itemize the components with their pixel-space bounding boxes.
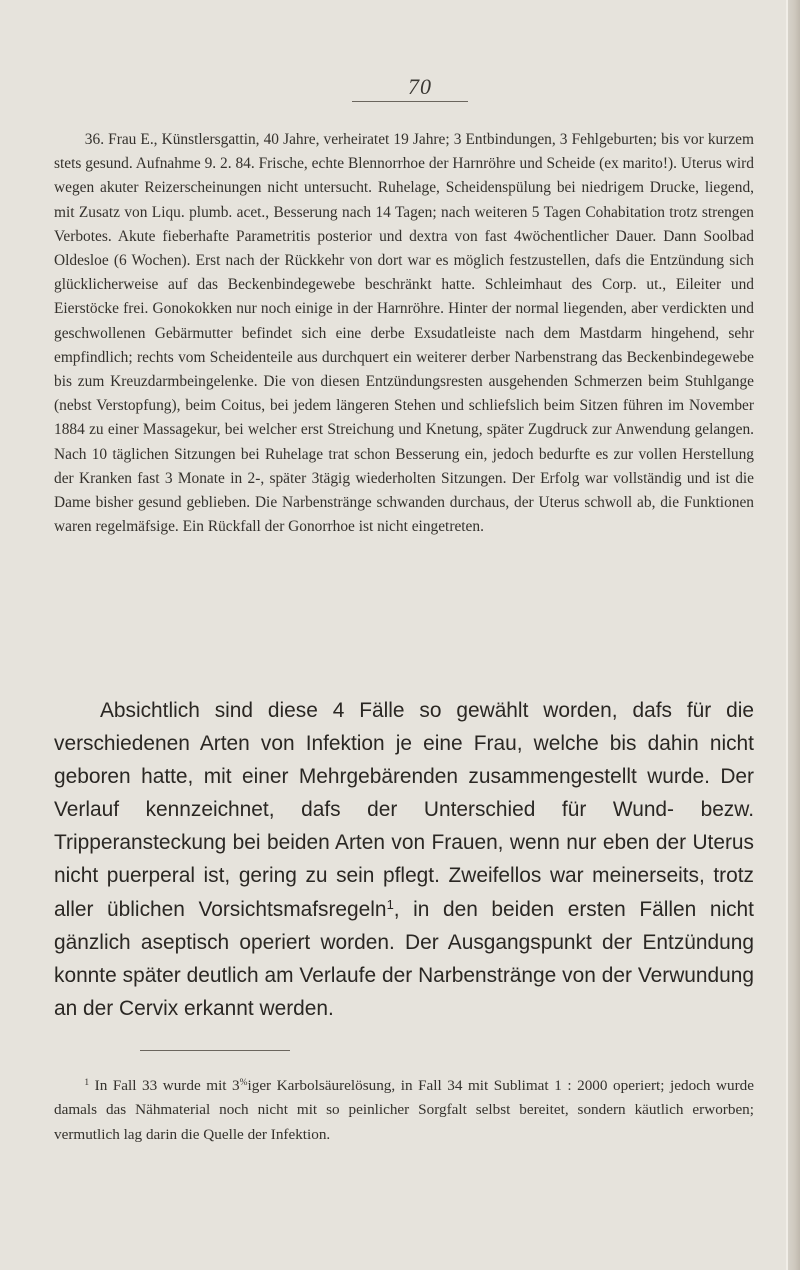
footnote-text-part-2: iger Karbolsäurelösung, in Fall 34 mit Sublimat 1 : 2000 operiert; jedoch wurde damals das Nähmaterial noch nicht mit so peinlicher Sorgfalt selbst bereitet, sondern käutlich erworben; vermutlich lag darin die Quelle der Infektion. [54, 1077, 754, 1143]
footnote-reference: 1 [386, 896, 394, 912]
main-text-part-1: Absichtlich sind diese 4 Fälle so gewählt worden, dafs für die verschiedenen Arten von Infektion je eine Frau, welche bis dahin nicht geboren hatte, mit einer Mehrgebärenden zusammengestellt wurde. Der Verlauf kennzeichnet, dafs der Unterschied für Wund- bezw. Tripperansteckung bei beiden Arten von Frauen, wenn nur eben der Uterus nicht puerperal ist, gering zu sein pflegt. Zweifellos war meinerseits, trotz aller üblichen Vorsichtsmafsregeln [54, 699, 754, 921]
footnote-rule [140, 1050, 290, 1051]
main-text-part-2: , in den beiden ersten Fällen nicht gänzlich aseptisch operiert worden. Der Ausgangspunkt der Entzündung konnte später deutlich am Verlaufe der Narbenstränge von der Verwundung an der Cervix erkannt werden. [54, 897, 754, 1020]
page-edge [786, 0, 800, 1270]
footnote-text-part-1: In Fall 33 wurde mit 3 [89, 1077, 240, 1094]
case-report-paragraph: 36. Frau E., Künstlersgattin, 40 Jahre, verheiratet 19 Jahre; 3 Entbindungen, 3 Fehlgeburten; bis vor kurzem stets gesund. Aufnahme 9. 2. 84. Frische, echte Blennorrhoe der Harnröhre und Scheide (ex marito!). Uterus wird wegen akuter Reizerscheinungen nicht untersucht. Ruhelage, Scheidenspülung bei niedrigem Drucke, liegend, mit Zusatz von Liqu. plumb. acet., Besserung nach 14 Tagen; nach weiteren 5 Tagen Cohabitation trotz strengen Verbotes. Akute fieberhafte Parametritis posterior und dextra von fast 4wöchentlicher Dauer. Dann Soolbad Oldesloe (6 Wochen). Erst nach der Rückkehr von dort war es möglich festzustellen, dafs die Entzündung sich glücklicherweise auf das Beckenbindegewebe beschränkt hatte. Schleimhaut des Corp. ut., Eileiter und Eierstöcke frei. Gonokokken nur noch einige in der Harnröhre. Hinter der normal liegenden, aber verdickten und geschwollenen Gebärmutter befindet sich eine derbe Exsudatleiste nach dem Mastdarm hingehend, sehr empfindlich; rechts vom Scheidenteile aus durchquert ein weiterer derber Narbenstrang das Beckenbindegewebe bis zum Kreuzdarmbeingelenke. Die von diesen Entzündungsresten ausgehenden Schmerzen beim Stuhlgange (nebst Verstopfung), beim Coitus, bei jedem längeren Stehen und schliefslich beim Sitzen führen im November 1884 zu einer Massagekur, bei welcher erst Streichung und Knetung, später Zugdruck zur Anwendung gelangen. Nach 10 täglichen Sitzungen bei Ruhelage trat schon Besserung ein, jedoch bedurfte es zur vollen Herstellung der Kranken fast 3 Monate in 2-, später 3tägig wiederholten Sitzungen. Der Erfolg war vollständig und ist die Dame bisher gesund geblieben. Die Narbenstränge schwanden durchaus, der Uterus schwoll ab, die Funktionen waren regelmäfsige. Ein Rückfall der Gonorrhoe ist nicht eingetreten. [54, 131, 754, 536]
main-text-paragraph [54, 694, 754, 1025]
header-rule [352, 101, 468, 102]
footnote-marker: 1 [84, 1077, 90, 1088]
footnote-percent-sign: % [239, 1077, 248, 1088]
page-number: 70 [408, 74, 432, 99]
footnote [54, 1074, 754, 1147]
